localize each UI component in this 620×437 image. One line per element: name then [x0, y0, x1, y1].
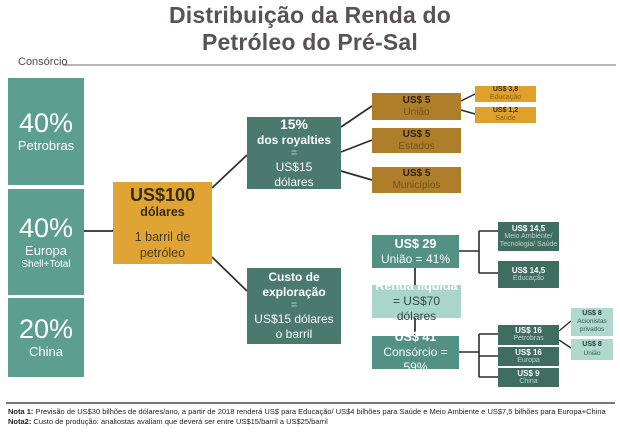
consortium-europa-box	[8, 189, 84, 295]
footnote-1	[8, 407, 612, 417]
petrobras-pct: 40%	[18, 108, 74, 138]
royalties-box	[247, 117, 341, 189]
uniao-saude-amount: US$ 1,2	[492, 107, 519, 114]
cost-value: US$15 dólares	[254, 312, 334, 326]
petrobras-uniao-label: União	[583, 349, 601, 357]
petrobras-acionistas-label2: privados	[579, 326, 605, 334]
dest-meio-ambiente-label2: Tecnologia/ Saúde	[499, 241, 558, 248]
cost-unit: o barril	[275, 327, 313, 341]
uniao-share-label: União = 41%	[380, 251, 451, 266]
dest-educacao-amount: US$ 14,5	[511, 265, 546, 275]
dest-europa-amount: US$ 16	[515, 347, 542, 357]
petrobras-uniao-box	[571, 339, 613, 360]
net-revenue-value: = US$70 dólares	[392, 294, 441, 323]
consortium-china-box	[8, 298, 84, 377]
uniao-educacao-amount: US$ 3,8	[492, 86, 519, 93]
royalty-municipios-amount: US$ 5	[402, 168, 431, 179]
dest-china-label: China	[519, 377, 538, 385]
dest-china-box	[498, 368, 559, 387]
barrel-unit: dólares	[140, 205, 185, 219]
uniao-saude-label: Saúde	[495, 115, 516, 122]
dest-china-amount: US$ 9	[517, 368, 540, 378]
china-name: China	[29, 344, 63, 359]
royalties-pct: 15%	[279, 116, 309, 132]
consorcio-share-amount: US$ 41	[394, 330, 437, 344]
dest-europa-label: Europa	[517, 356, 540, 364]
cost-equals: =	[291, 300, 297, 311]
royalty-estados-label: Estados	[398, 140, 435, 152]
dest-meio-ambiente-box	[498, 222, 559, 251]
footnote-2	[8, 417, 612, 427]
dest-petrobras-label: Petrobras	[513, 335, 544, 343]
dest-europa-box	[498, 347, 559, 366]
royalty-municipios-label: Municípios	[392, 180, 441, 191]
royalty-municipios-box	[372, 167, 461, 193]
dest-meio-ambiente-amount: US$ 14,5	[511, 223, 546, 233]
page-title-line1: Distribuição da Renda do	[168, 2, 452, 28]
petrobras-name: Petrobras	[17, 138, 75, 153]
barrel-amount: US$100	[129, 185, 196, 205]
exploration-cost-box	[247, 268, 341, 344]
dest-meio-ambiente-label1: Meio Ambiente/	[504, 232, 553, 240]
footnote-1-label: Nota 1:	[8, 407, 34, 416]
europa-pct: 40%	[18, 212, 74, 243]
consorcio-share-box	[372, 330, 459, 374]
petrobras-acionistas-amount: US$ 8	[582, 309, 602, 317]
footnote-1-text: Previsão de US$30 bilhões de dólares/ano, a partir de 2018 renderá US$ para Educação/ US$4 bilhões para Saúde e Meio Ambiente e US$7,5 bilhões para Europa+China	[33, 407, 606, 416]
royalty-estados-box	[372, 128, 461, 153]
dest-petrobras-box	[498, 325, 559, 345]
royalties-label: dos royalties	[256, 133, 332, 147]
footnote-2-text: Custo de produção: analiostas avaliam que deverá ser entre US$15/barril a US$25/barril	[31, 417, 328, 426]
cost-title1: Custo de	[268, 270, 320, 284]
royalties-unit: dólares	[274, 175, 314, 189]
royalty-uniao-label: União	[403, 106, 430, 118]
uniao-educacao-box	[475, 86, 536, 102]
page-title	[0, 2, 620, 56]
cost-title2: exploração	[262, 285, 326, 299]
petrobras-acionistas-label1: Acionistas	[577, 318, 607, 326]
europa-sub: Shell+Total	[21, 258, 71, 270]
barrel-box	[113, 182, 212, 264]
uniao-saude-box	[475, 107, 536, 123]
consorcio-share-label: Consórcio = 59%	[383, 345, 448, 374]
dest-educacao-box	[498, 261, 559, 288]
barrel-desc2: petróleo	[139, 246, 186, 260]
royalties-equals: =	[291, 148, 297, 159]
uniao-educacao-label: Educação	[489, 94, 522, 101]
petrobras-uniao-amount: US$ 8	[582, 341, 602, 349]
royalty-uniao-amount: US$ 5	[402, 94, 431, 106]
footnote-2-label: Nota2:	[8, 417, 32, 426]
royalty-estados-amount: US$ 5	[402, 128, 431, 140]
uniao-share-box	[372, 235, 459, 268]
china-pct: 20%	[18, 314, 74, 344]
dest-petrobras-amount: US$ 16	[515, 326, 542, 336]
net-revenue-box	[372, 279, 461, 323]
net-revenue-title: Renda líquida	[375, 279, 458, 293]
royalty-uniao-box	[372, 93, 461, 120]
barrel-desc1: 1 barril de	[134, 230, 191, 244]
consortium-petrobras-box	[8, 78, 84, 185]
europa-name: Europa	[25, 242, 67, 258]
petrobras-acionistas-box	[571, 308, 613, 336]
page-title-line2: Petróleo do Pré-Sal	[202, 29, 418, 55]
consorcio-label: Consórcio	[18, 56, 68, 68]
uniao-share-amount: US$ 29	[394, 236, 437, 251]
footnotes	[8, 407, 612, 427]
dest-educacao-label: Educação	[512, 274, 545, 282]
royalties-value: US$15	[275, 160, 313, 174]
